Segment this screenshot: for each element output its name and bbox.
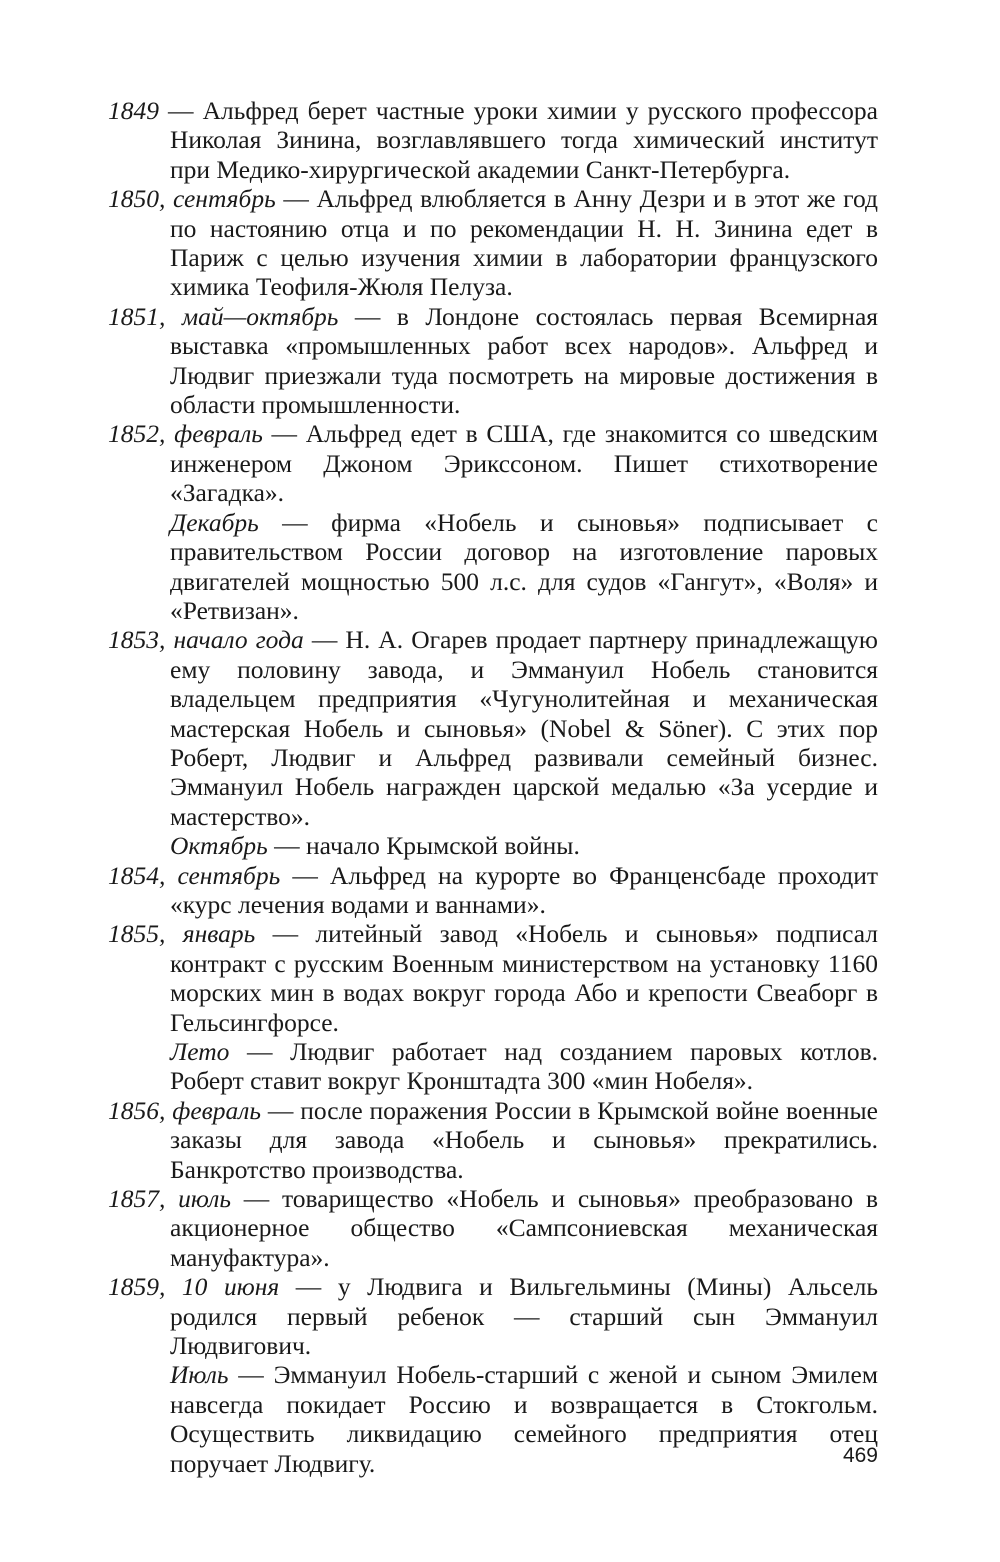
subentry-date: Июль: [170, 1360, 229, 1390]
entry-date: 1857, июль: [108, 1184, 231, 1214]
chronology-entry: [108, 861, 878, 920]
chronology-entry: [108, 1096, 878, 1184]
subentry-date: Октябрь: [170, 831, 268, 861]
chronology-subentry: [108, 1360, 878, 1478]
chronology-entry: [108, 419, 878, 507]
page-number: 469: [842, 1444, 878, 1467]
entry-date: 1851, май—октябрь: [108, 301, 339, 331]
entry-text: — в Лондоне состоялась первая Всемирная выставка «промышленных работ всех народов». Альфред и Людвиг приезжали туда посмотреть на мировые достижения в области промышленности.: [170, 301, 878, 420]
entry-date: 1855, январь: [108, 919, 256, 949]
entry-text: — литейный завод «Нобель и сыновья» подписал контракт с русским Военным министерством на установку 1160 морских мин в водах вокруг города Або и крепости Свеаборг в Гельсингфорсе.: [170, 919, 878, 1037]
entry-text: — у Людвига и Вильгельмины (Мины) Альсель родился первый ребенок — старший сын Эммануил Людвигович.: [170, 1272, 879, 1361]
chronology-text: [108, 96, 878, 1478]
subentry-text: — фирма «Нобель и сыновья» подписывает с правительством России договор на изготовление паровых двигателей мощностью 500 л.с. для судов «Гангут», «Воля» и «Ретвизан».: [170, 507, 878, 625]
entry-text: — после поражения России в Крымской войне военные заказы для завода «Нобель и сыновья» прекратились. Банкротство производства.: [170, 1095, 879, 1184]
chronology-subentry: [108, 508, 878, 626]
chronology-entry: [108, 1184, 878, 1272]
chronology-entry: [108, 184, 878, 302]
chronology-entry: [108, 919, 878, 1037]
entry-text: — Альфред на курорте во Франценсбаде проходит «курс лечения водами и ваннами».: [170, 860, 878, 919]
entry-date: 1850, сентябрь: [108, 184, 276, 214]
subentry-text: — Эммануил Нобель-старший с женой и сыном Эмилем навсегда покидает Россию и возвращается в Стокгольм. Осуществить ликвидацию семейного предприятия отец поручает Людвигу.: [170, 1360, 878, 1478]
entry-date: 1856, февраль: [108, 1095, 261, 1125]
chronology-subentry: [108, 831, 878, 860]
entry-text: — Альфред берет частные уроки химии у русского профессора Николая Зинина, возглавлявшего тогда химический институт при Медико-хирургической академии Санкт-Петербурга.: [159, 96, 878, 184]
chronology-entry: [108, 302, 878, 420]
chronology-entry: [108, 1272, 878, 1360]
entry-date: 1852, февраль: [108, 419, 263, 449]
entry-date: 1853, начало года: [108, 625, 304, 655]
entry-date: 1859, 10 июня: [108, 1272, 280, 1302]
chronology-subentry: [108, 1037, 878, 1096]
entry-text: — Альфред едет в США, где знакомится со шведским инженером Джоном Эрикссоном. Пишет стихотворение «Загадка».: [170, 419, 878, 508]
chronology-entry: [108, 625, 878, 831]
subentry-text: — начало Крымской войны.: [267, 831, 580, 861]
subentry-text: — Людвиг работает над созданием паровых котлов. Роберт ставит вокруг Кронштадта 300 «мин Нобеля».: [170, 1037, 878, 1096]
entry-text: — Н. А. Огарев продает партнеру принадлежащую ему половину завода, и Эммануил Нобель становится владельцем предприятия «Чугунолитейная и механическая мастерская Нобель и сыновья» (Nobel & Söner). С этих пор Роберт, Людвиг и Альфред развивали семейный бизнес. Эммануил Нобель награжден царской медалью «За усердие и мастерство».: [170, 625, 878, 831]
entry-text: — Альфред влюбляется в Анну Дезри и в этот же год по настоянию отца и по рекомендации Н. Н. Зинина едет в Париж с целью изучения химии в лаборатории французского химика Теофиля-Жюля Пелуза.: [170, 184, 878, 302]
entry-date: 1854, сентябрь: [108, 860, 281, 890]
subentry-date: Декабрь: [170, 507, 259, 537]
subentry-date: Лето: [170, 1037, 230, 1066]
chronology-entry: [108, 96, 878, 184]
entry-date: 1849: [108, 96, 159, 125]
entry-text: — товарищество «Нобель и сыновья» преобразовано в акционерное общество «Сампсониевская механическая мануфактура».: [170, 1184, 878, 1272]
